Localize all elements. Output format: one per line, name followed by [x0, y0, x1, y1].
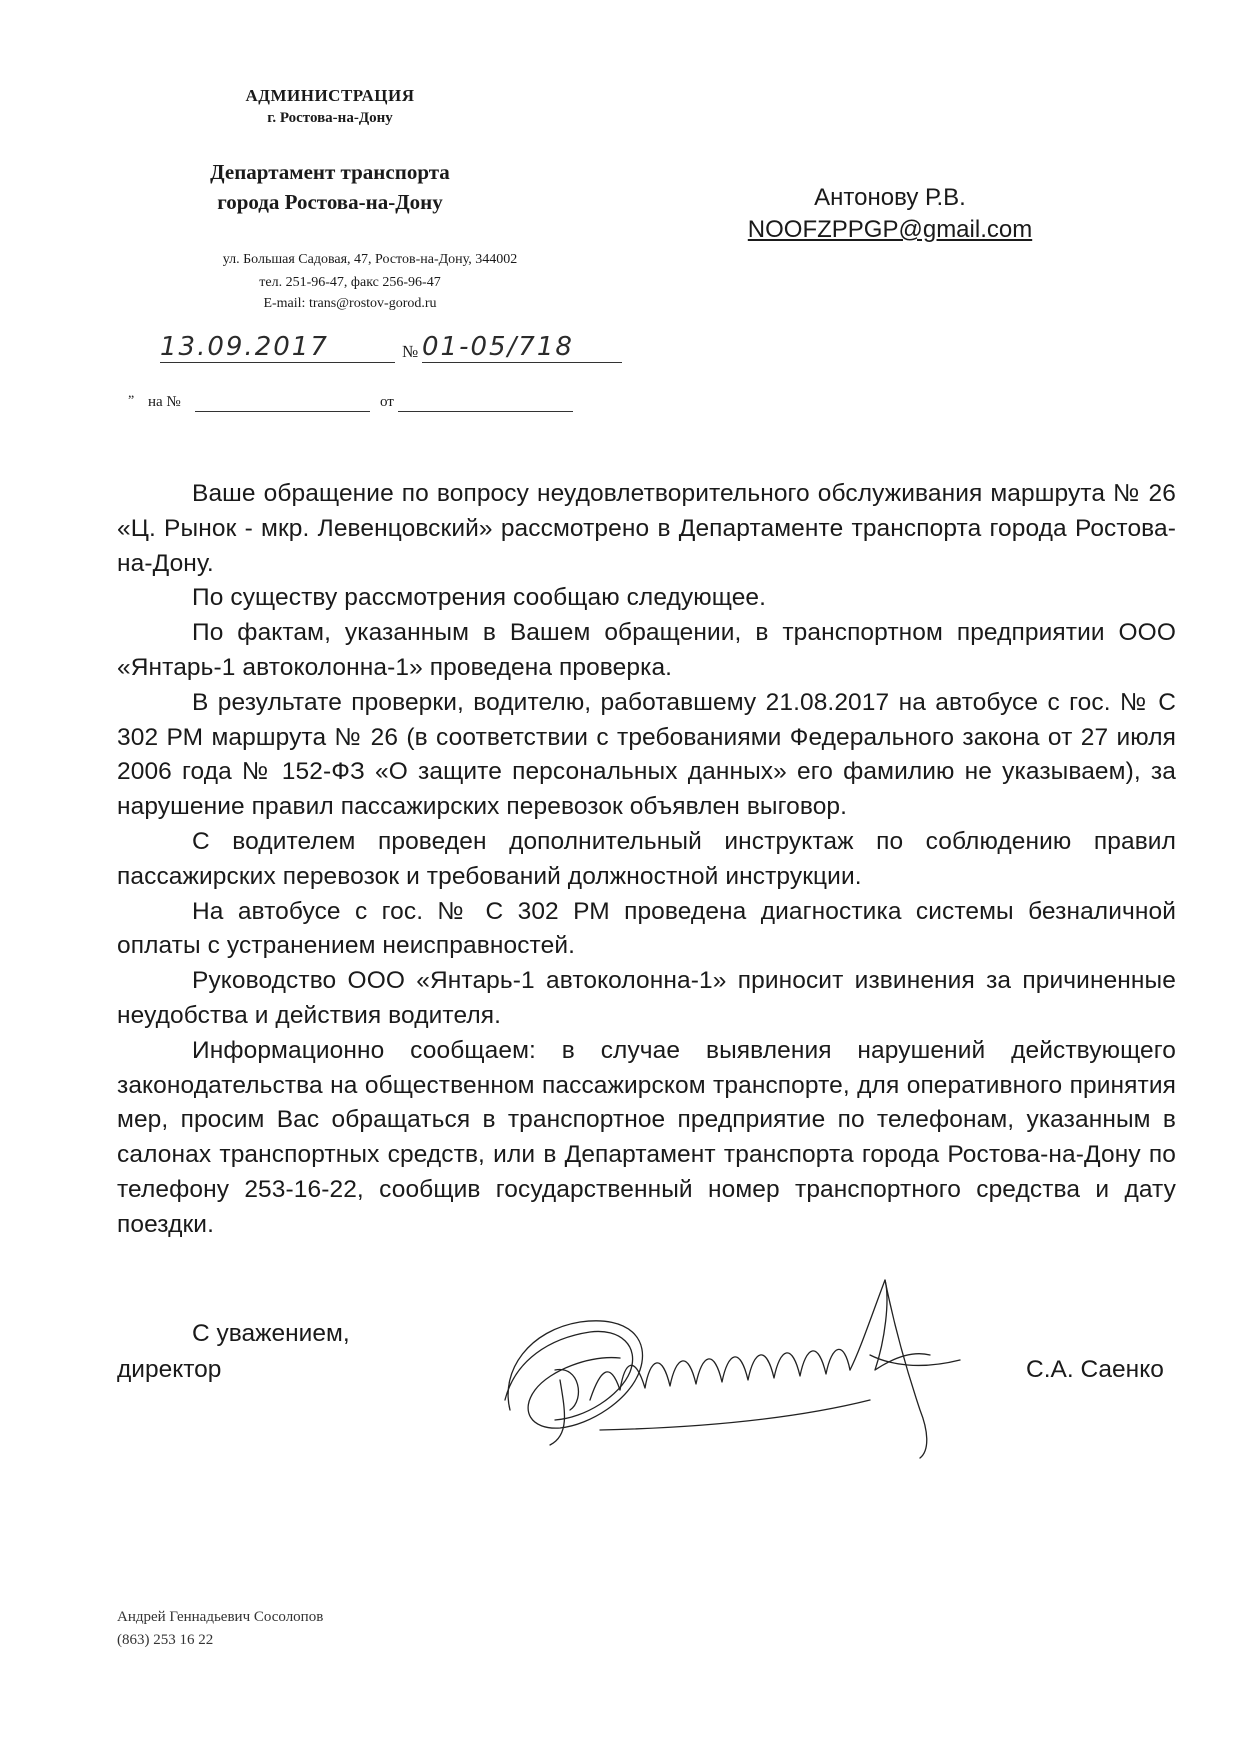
closing-regards: С уважением, [192, 1320, 350, 1347]
reference-from-label: от [380, 394, 394, 410]
registration-number-label: № [402, 342, 419, 361]
department-name-line2: города Ростова-на-Дону [217, 190, 443, 214]
signer-name: С.А. Саенко [1026, 1356, 1164, 1383]
org-email: E-mail: trans@rostov-gorod.ru [263, 296, 437, 311]
body-paragraph: С водителем проведен дополнительный инструктаж по соблюдению правил пассажирских перевозок и требований должностной инструкции. [117, 827, 1176, 890]
registration-date: 13.09.2017 [160, 332, 395, 363]
letter-body [117, 477, 1176, 1243]
org-address: ул. Большая Садовая, 47, Ростов-на-Дону, 344002 [222, 252, 518, 267]
body-paragraph: Ваше обращение по вопросу неудовлетворительного обслуживания маршрута № 26 «Ц. Рынок - мкр. Левенцовский» рассмотрено в Департаменте транспорта города Ростова-на-Дону. [117, 480, 1176, 577]
body-paragraph: Руководство ООО «Янтарь-1 автоколонна-1» приносит извинения за причиненные неудобства и действия водителя. [117, 967, 1176, 1029]
executor-phone: (863) 253 16 22 [117, 1632, 214, 1648]
handwritten-signature [490, 1260, 990, 1460]
body-paragraph: Информационно сообщаем: в случае выявления нарушений действующего законодательства на общественном пассажирском транспорте, для оперативного принятия мер, просим Вас обращаться в транспортное предприятие по телефонам, указанным в салонах транспортных средств, или в Департамент транспорта города Ростова-на-Дону по телефону 253-16-22, сообщив государственный номер транспортного средства и дату поездки. [117, 1036, 1176, 1238]
department-name-line1: Департамент транспорта [210, 160, 450, 184]
org-phones: тел. 251-96-47, факс 256-96-47 [259, 275, 441, 290]
body-paragraph: По фактам, указанным в Вашем обращении, в транспортном предприятии ООО «Янтарь-1 автоколонна-1» проведена проверка. [117, 619, 1176, 681]
executor-name: Андрей Геннадьевич Сосолопов [117, 1609, 324, 1625]
scan-mark: „ [128, 386, 135, 401]
registration-number: 01-05/718 [422, 332, 622, 363]
body-paragraph: По существу рассмотрения сообщаю следующее. [192, 584, 767, 612]
reference-date-line [398, 396, 573, 412]
org-name: АДМИНИСТРАЦИЯ [245, 86, 415, 105]
reference-number-label: на № [148, 394, 181, 410]
body-paragraph: На автобусе с гос. № С 302 РМ проведена диагностика системы безналичной оплаты с устранением неисправностей. [117, 897, 1176, 960]
org-city: г. Ростова-на-Дону [267, 110, 393, 126]
signer-position: директор [117, 1356, 222, 1383]
body-paragraph: В результате проверки, водителю, работавшему 21.08.2017 на автобусе с гос. № С 302 РМ маршрута № 26 (в соответствии с требованиями Федерального закона от 27 июля 2006 года № 152-ФЗ «О защите персональных данных» его фамилию не указываем), за нарушение правил пассажирских перевозок объявлен выговор. [117, 688, 1176, 821]
recipient-name: Антонову Р.В. [814, 184, 966, 211]
recipient-email: NOOFZPPGP@gmail.com [747, 216, 1033, 243]
reference-number-line [195, 396, 370, 412]
